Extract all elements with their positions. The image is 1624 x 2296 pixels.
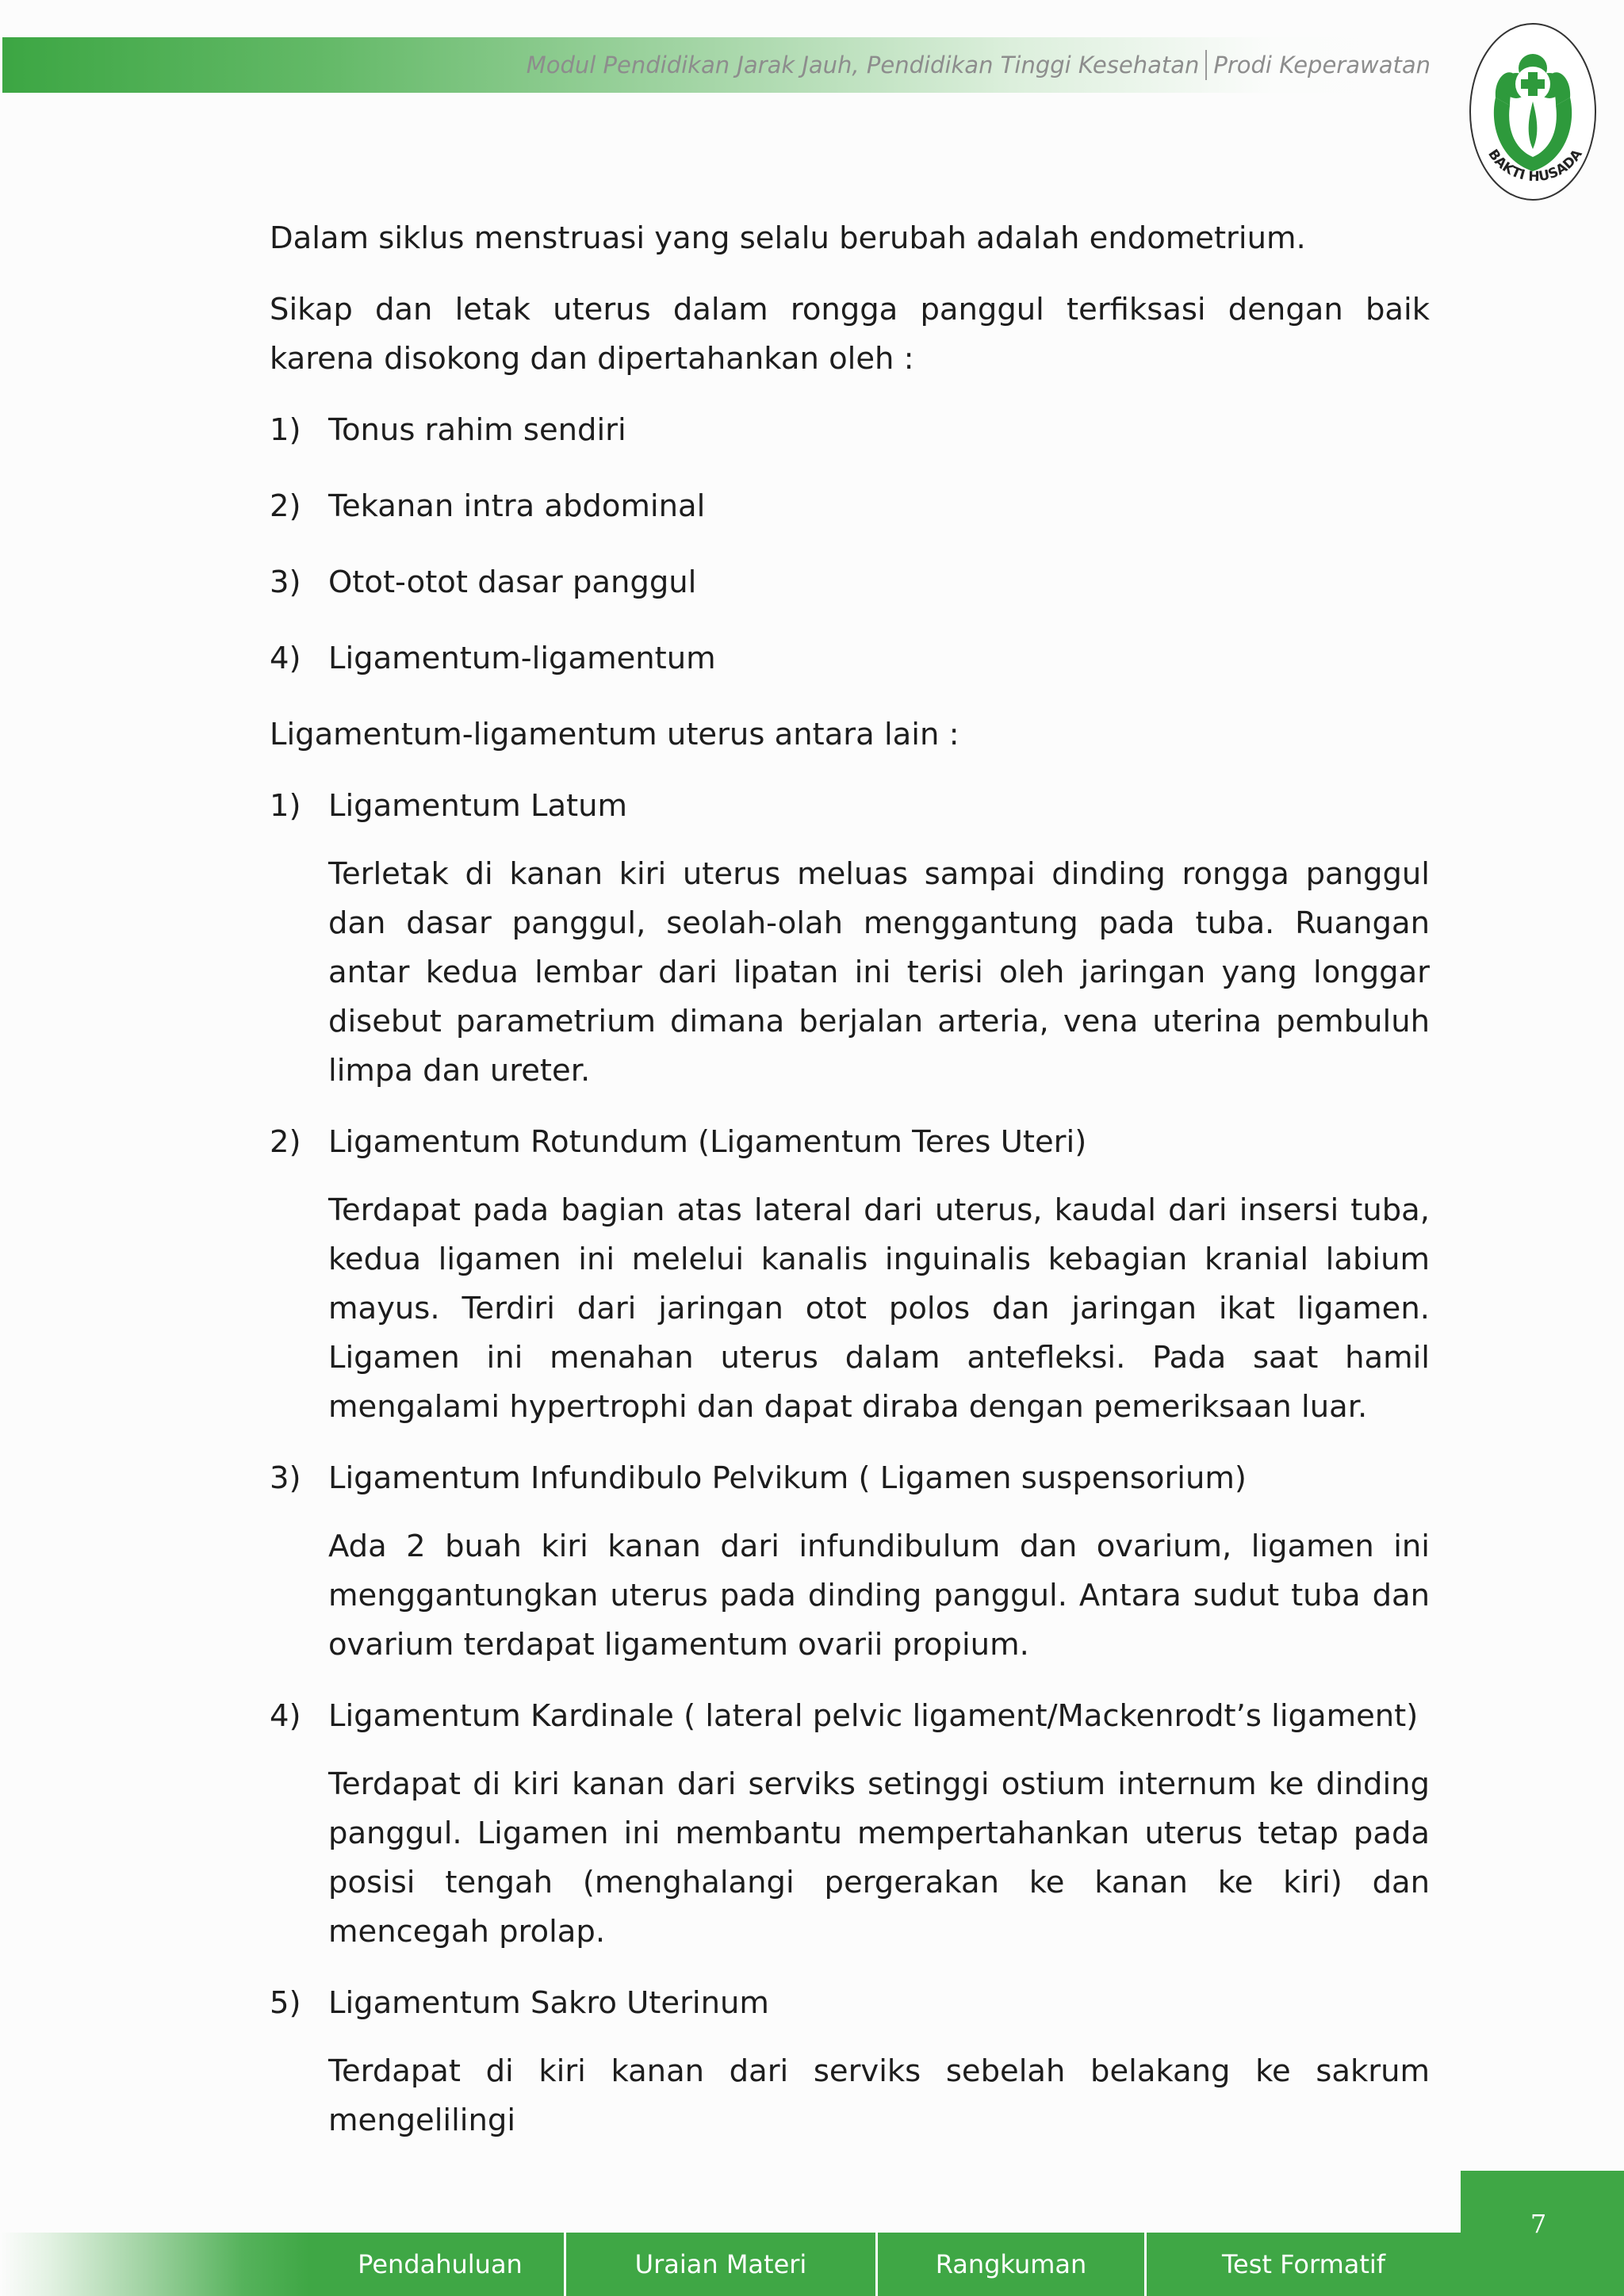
ligament-title: 5) Ligamentum Sakro Uterinum	[270, 1985, 769, 2021]
page-body	[270, 214, 1430, 2168]
nav-test-formatif[interactable]: Test Formatif	[1221, 2249, 1386, 2279]
program-name: Prodi Keperawatan	[1213, 52, 1431, 78]
nav-uraian-materi[interactable]: Uraian Materi	[634, 2249, 807, 2279]
ligament-title: 3) Ligamentum Infundibulo Pelvikum ( Ligamen suspensorium)	[270, 1460, 1247, 1496]
ligament-title: 2) Ligamentum Rotundum (Ligamentum Teres Uteri)	[270, 1124, 1087, 1160]
ligament-description: Terdapat pada bagian atas lateral dari uterus, kaudal dari insersi tuba, kedua ligamen ini melelui kanalis inguinalis kebagian kranial labium mayus. Terdiri dari jaringan otot polos dan jaringan ikat ligamen. Ligamen ini menahan uterus dalam antefleksi. Pada saat hamil mengalami hypertrophi dan dapat diraba dengan pemeriksaan luar.	[328, 1192, 1430, 1425]
module-title: Modul Pendidikan Jarak Jauh, Pendidikan Tinggi Kesehatan	[526, 52, 1200, 78]
ligament-description: Terletak di kanan kiri uterus meluas sampai dinding rongga panggul dan dasar panggul, seolah-olah menggantung pada tuba. Ruangan antar kedua lembar dari lipatan ini terisi oleh jaringan yang longgar disebut parametrium dimana berjalan arteria, vena uterina pembuluh limpa dan ureter.	[328, 856, 1430, 1089]
ligament-description: Terdapat di kiri kanan dari serviks sebelah belakang ke sakrum mengelilingi	[328, 2053, 1430, 2138]
paragraph-uterus-position: Sikap dan letak uterus dalam rongga panggul terfiksasi dengan baik karena disokong dan dipertahankan oleh :	[270, 292, 1430, 377]
nav-rangkuman[interactable]: Rangkuman	[935, 2249, 1087, 2279]
list-item: 1) Tonus rahim sendiri	[270, 412, 626, 448]
list-item: 4) Ligamentum-ligamentum	[270, 641, 716, 676]
ligament-description: Terdapat di kiri kanan dari serviks setinggi ostium internum ke dinding panggul. Ligamen ini membantu mempertahankan uterus tetap pada posisi tengah (menghalangi pergerakan ke kanan ke kiri) dan mencegah prolap.	[328, 1766, 1430, 1950]
ligament-title: 4) Ligamentum Kardinale ( lateral pelvic ligament/Mackenrodt’s ligament)	[270, 1698, 1419, 1734]
paragraph-endometrium: Dalam siklus menstruasi yang selalu berubah adalah endometrium.	[270, 220, 1306, 256]
list-item: 2) Tekanan intra abdominal	[270, 488, 706, 524]
bakti-husada-logo	[1469, 22, 1597, 201]
running-header	[527, 48, 1431, 82]
paragraph-ligaments-intro: Ligamentum-ligamentum uterus antara lain :	[270, 717, 959, 752]
page-number: 7	[1530, 2209, 1547, 2239]
header-separator	[1205, 50, 1207, 80]
list-item: 3) Otot-otot dasar panggul	[270, 564, 697, 600]
ligament-description: Ada 2 buah kiri kanan dari infundibulum dan ovarium, ligamen ini menggantungkan uterus pada dinding panggul. Antara sudut tuba dan ovarium terdapat ligamentum ovarii propium.	[328, 1529, 1430, 1663]
ligament-title: 1) Ligamentum Latum	[270, 788, 628, 824]
svg-text:BAKTI HUSADA: BAKTI HUSADA	[1484, 146, 1586, 186]
nav-pendahuluan[interactable]: Pendahuluan	[358, 2249, 523, 2279]
